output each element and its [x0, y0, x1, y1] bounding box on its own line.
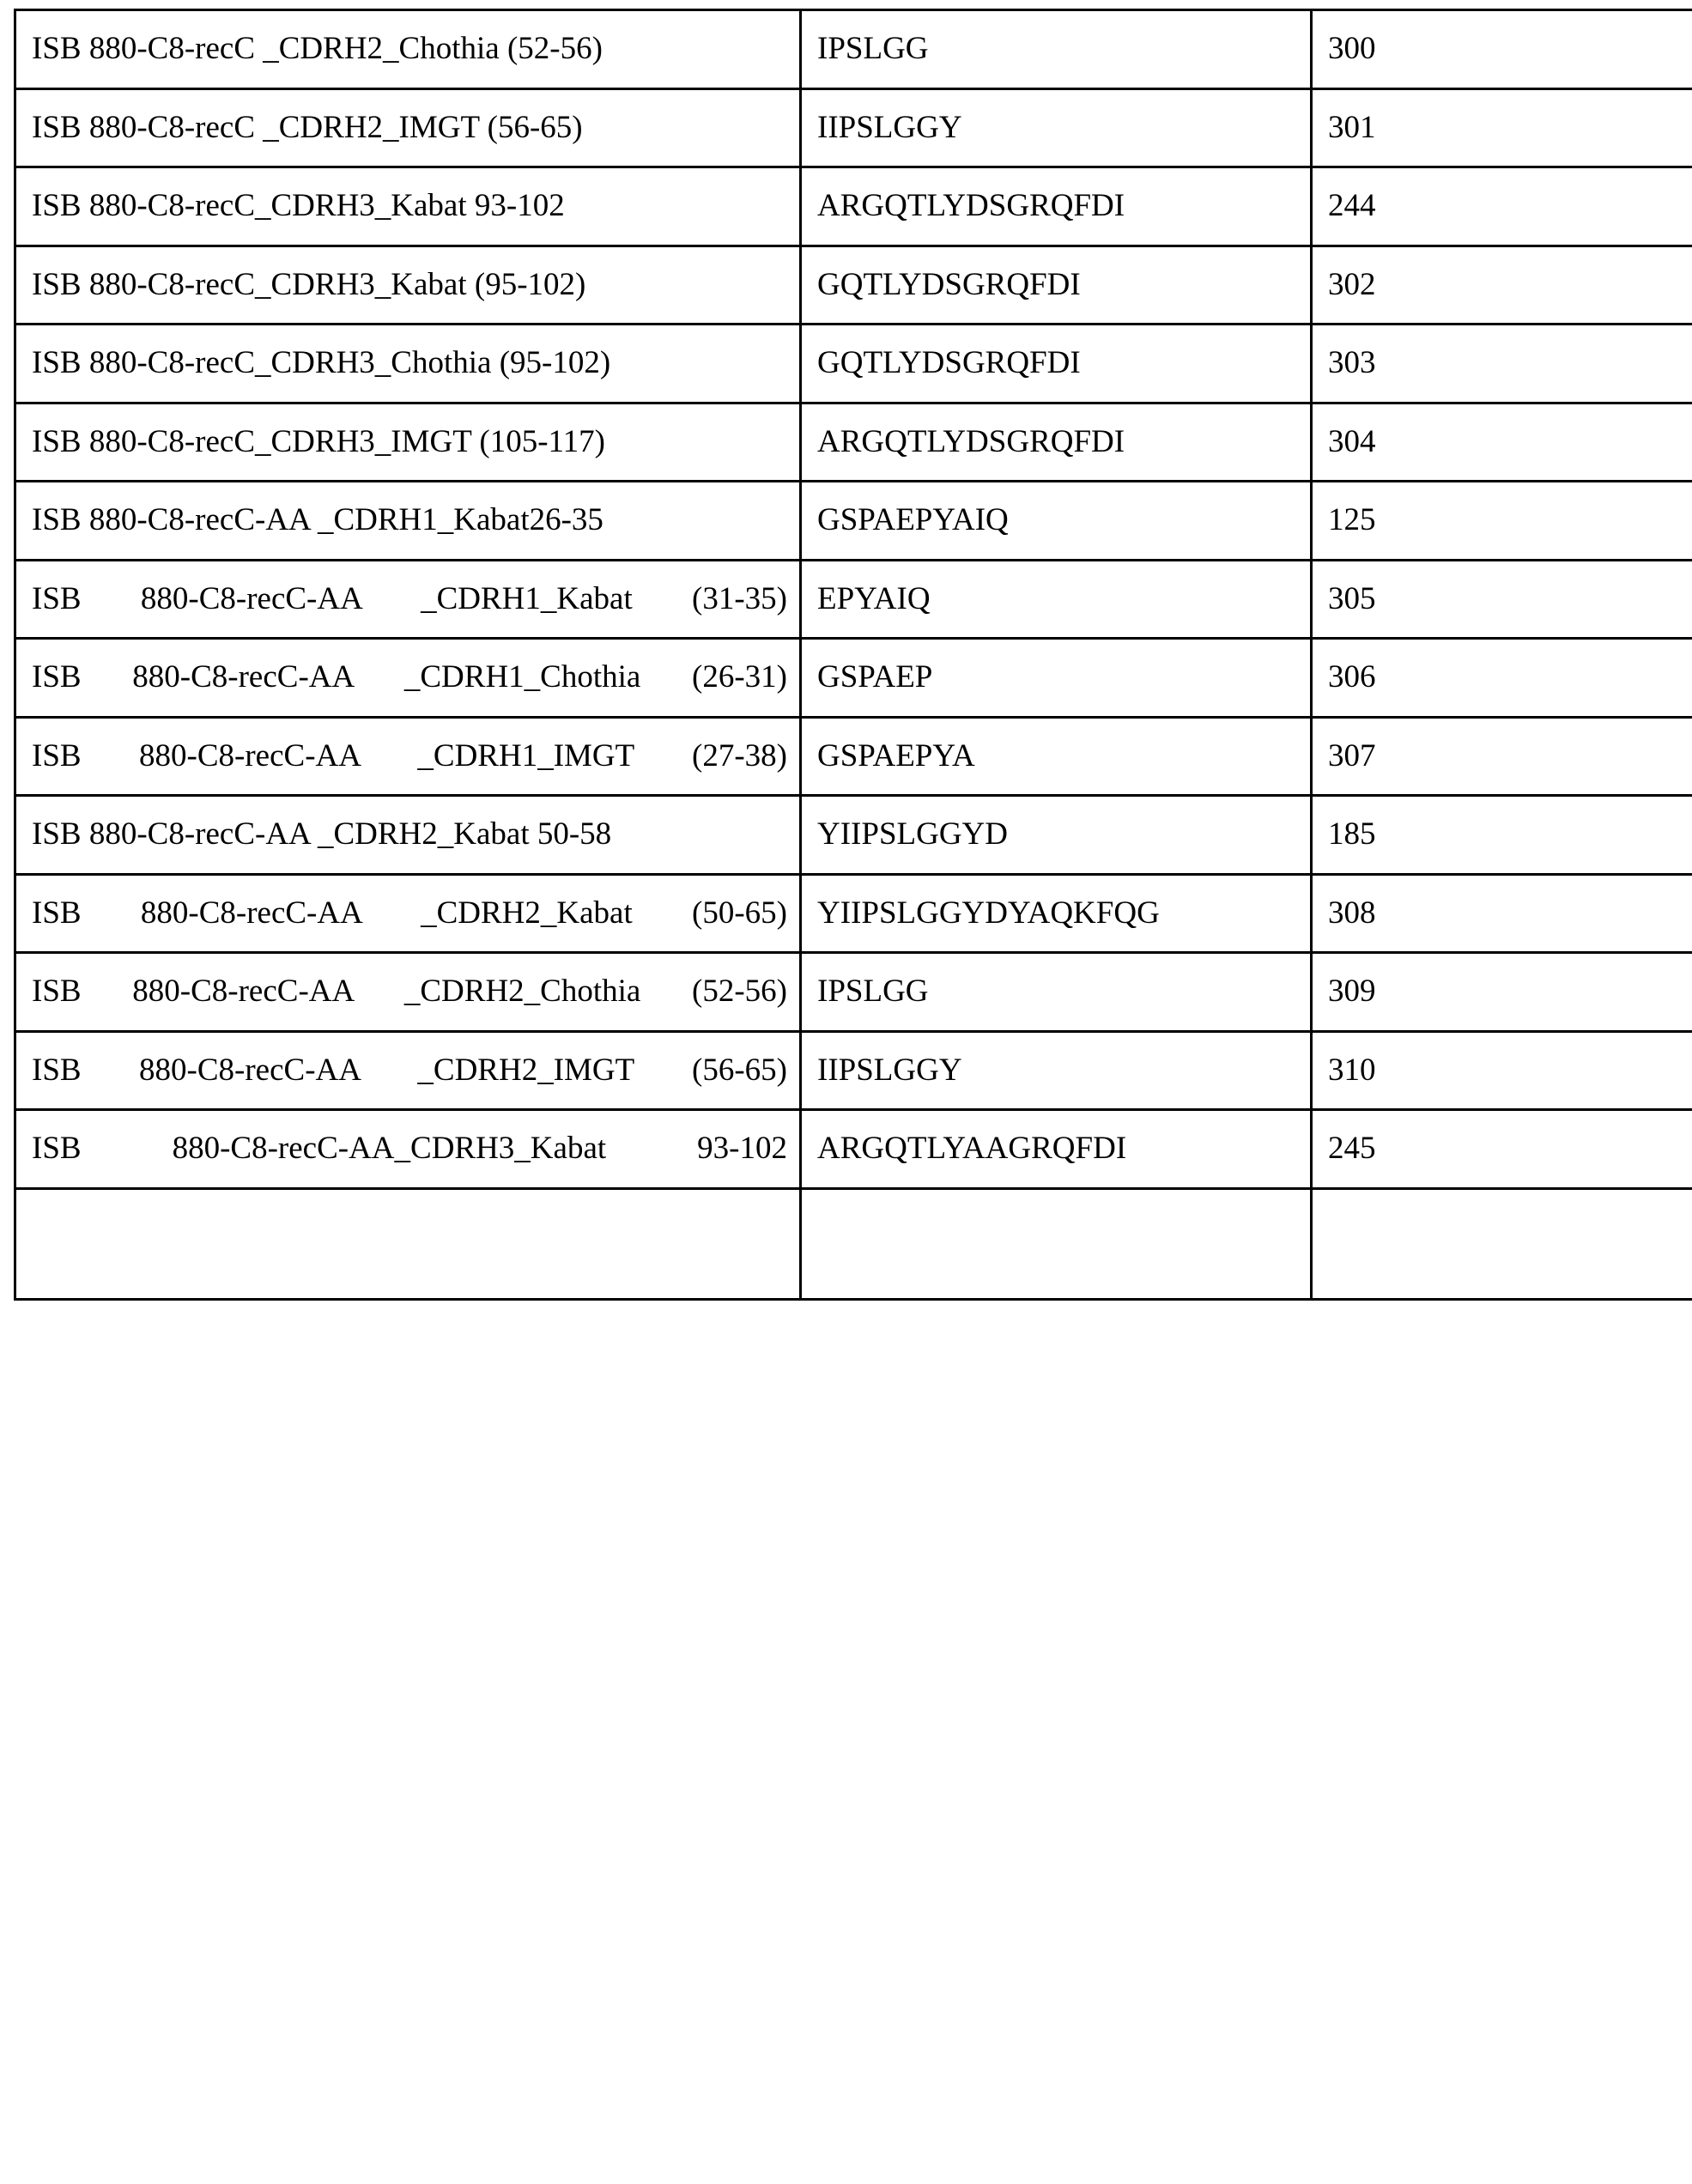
cell-seq-id: 244: [1312, 167, 1692, 246]
cell-description: ISB 880-C8-recC _CDRH2_IMGT (56-65): [15, 88, 801, 167]
cell-seq-id: 309: [1312, 953, 1692, 1032]
cell-sequence: ARGQTLYDSGRQFDI: [801, 167, 1312, 246]
cell-description: ISB 880-C8-recC-AA _CDRH2_Kabat (50-65): [15, 874, 801, 953]
table-row: [15, 1110, 1692, 1189]
table-row: [15, 167, 1692, 246]
table-row: [15, 717, 1692, 796]
cell-description: ISB 880-C8-recC-AA_CDRH3_Kabat 93-102: [15, 1110, 801, 1189]
cell-seq-id: 302: [1312, 246, 1692, 325]
cell-seq-id-empty: [1312, 1188, 1692, 1299]
cell-seq-id: 308: [1312, 874, 1692, 953]
cell-sequence: IIPSLGGY: [801, 1031, 1312, 1110]
cell-sequence: IPSLGG: [801, 10, 1312, 89]
cell-sequence: YIIPSLGGYDYAQKFQG: [801, 874, 1312, 953]
cell-sequence: IPSLGG: [801, 953, 1312, 1032]
cell-description: ISB 880-C8-recC_CDRH3_Chothia (95-102): [15, 325, 801, 403]
cell-description: ISB 880-C8-recC_CDRH3_Kabat (95-102): [15, 246, 801, 325]
cell-sequence: GSPAEPYA: [801, 717, 1312, 796]
cell-description: ISB 880-C8-recC_CDRH3_IMGT (105-117): [15, 403, 801, 482]
table-row: [15, 325, 1692, 403]
cell-seq-id: 305: [1312, 560, 1692, 639]
table-row: [15, 482, 1692, 561]
table-row: [15, 560, 1692, 639]
cell-sequence: IIPSLGGY: [801, 88, 1312, 167]
table-body: [15, 10, 1692, 1300]
table-row-continuation: [15, 1188, 1692, 1299]
cell-description: ISB 880-C8-recC-AA _CDRH2_IMGT (56-65): [15, 1031, 801, 1110]
cell-seq-id: 307: [1312, 717, 1692, 796]
cell-description: ISB 880-C8-recC-AA _CDRH2_Chothia (52-56): [15, 953, 801, 1032]
cell-seq-id: 300: [1312, 10, 1692, 89]
cell-sequence: GSPAEP: [801, 639, 1312, 718]
table-row: [15, 246, 1692, 325]
cell-sequence: GQTLYDSGRQFDI: [801, 246, 1312, 325]
cell-seq-id: 245: [1312, 1110, 1692, 1189]
cell-sequence: GSPAEPYAIQ: [801, 482, 1312, 561]
cell-description: ISB 880-C8-recC-AA _CDRH1_Kabat (31-35): [15, 560, 801, 639]
cell-seq-id: 125: [1312, 482, 1692, 561]
cell-sequence: ARGQTLYDSGRQFDI: [801, 403, 1312, 482]
cell-description: ISB 880-C8-recC-AA _CDRH1_IMGT (27-38): [15, 717, 801, 796]
cell-description: ISB 880-C8-recC-AA _CDRH2_Kabat 50-58: [15, 796, 801, 875]
table-row: [15, 403, 1692, 482]
table-row: [15, 639, 1692, 718]
cell-description: ISB 880-C8-recC _CDRH2_Chothia (52-56): [15, 10, 801, 89]
table-row: [15, 88, 1692, 167]
cell-description: ISB 880-C8-recC_CDRH3_Kabat 93-102: [15, 167, 801, 246]
table-row: [15, 874, 1692, 953]
cell-seq-id: 306: [1312, 639, 1692, 718]
cell-sequence: YIIPSLGGYD: [801, 796, 1312, 875]
cell-description: ISB 880-C8-recC-AA _CDRH1_Chothia (26-31): [15, 639, 801, 718]
cell-description: ISB 880-C8-recC-AA _CDRH1_Kabat26-35: [15, 482, 801, 561]
cell-seq-id: 304: [1312, 403, 1692, 482]
cell-sequence: EPYAIQ: [801, 560, 1312, 639]
table-row: [15, 1031, 1692, 1110]
cell-sequence: GQTLYDSGRQFDI: [801, 325, 1312, 403]
table-row: [15, 796, 1692, 875]
sequence-table: [14, 9, 1692, 1301]
cell-seq-id: 185: [1312, 796, 1692, 875]
cell-sequence-empty: [801, 1188, 1312, 1299]
table-row: [15, 10, 1692, 89]
cell-seq-id: 303: [1312, 325, 1692, 403]
cell-sequence: ARGQTLYAAGRQFDI: [801, 1110, 1312, 1189]
cell-description-empty: [15, 1188, 801, 1299]
table-row: [15, 953, 1692, 1032]
cell-seq-id: 310: [1312, 1031, 1692, 1110]
cell-seq-id: 301: [1312, 88, 1692, 167]
